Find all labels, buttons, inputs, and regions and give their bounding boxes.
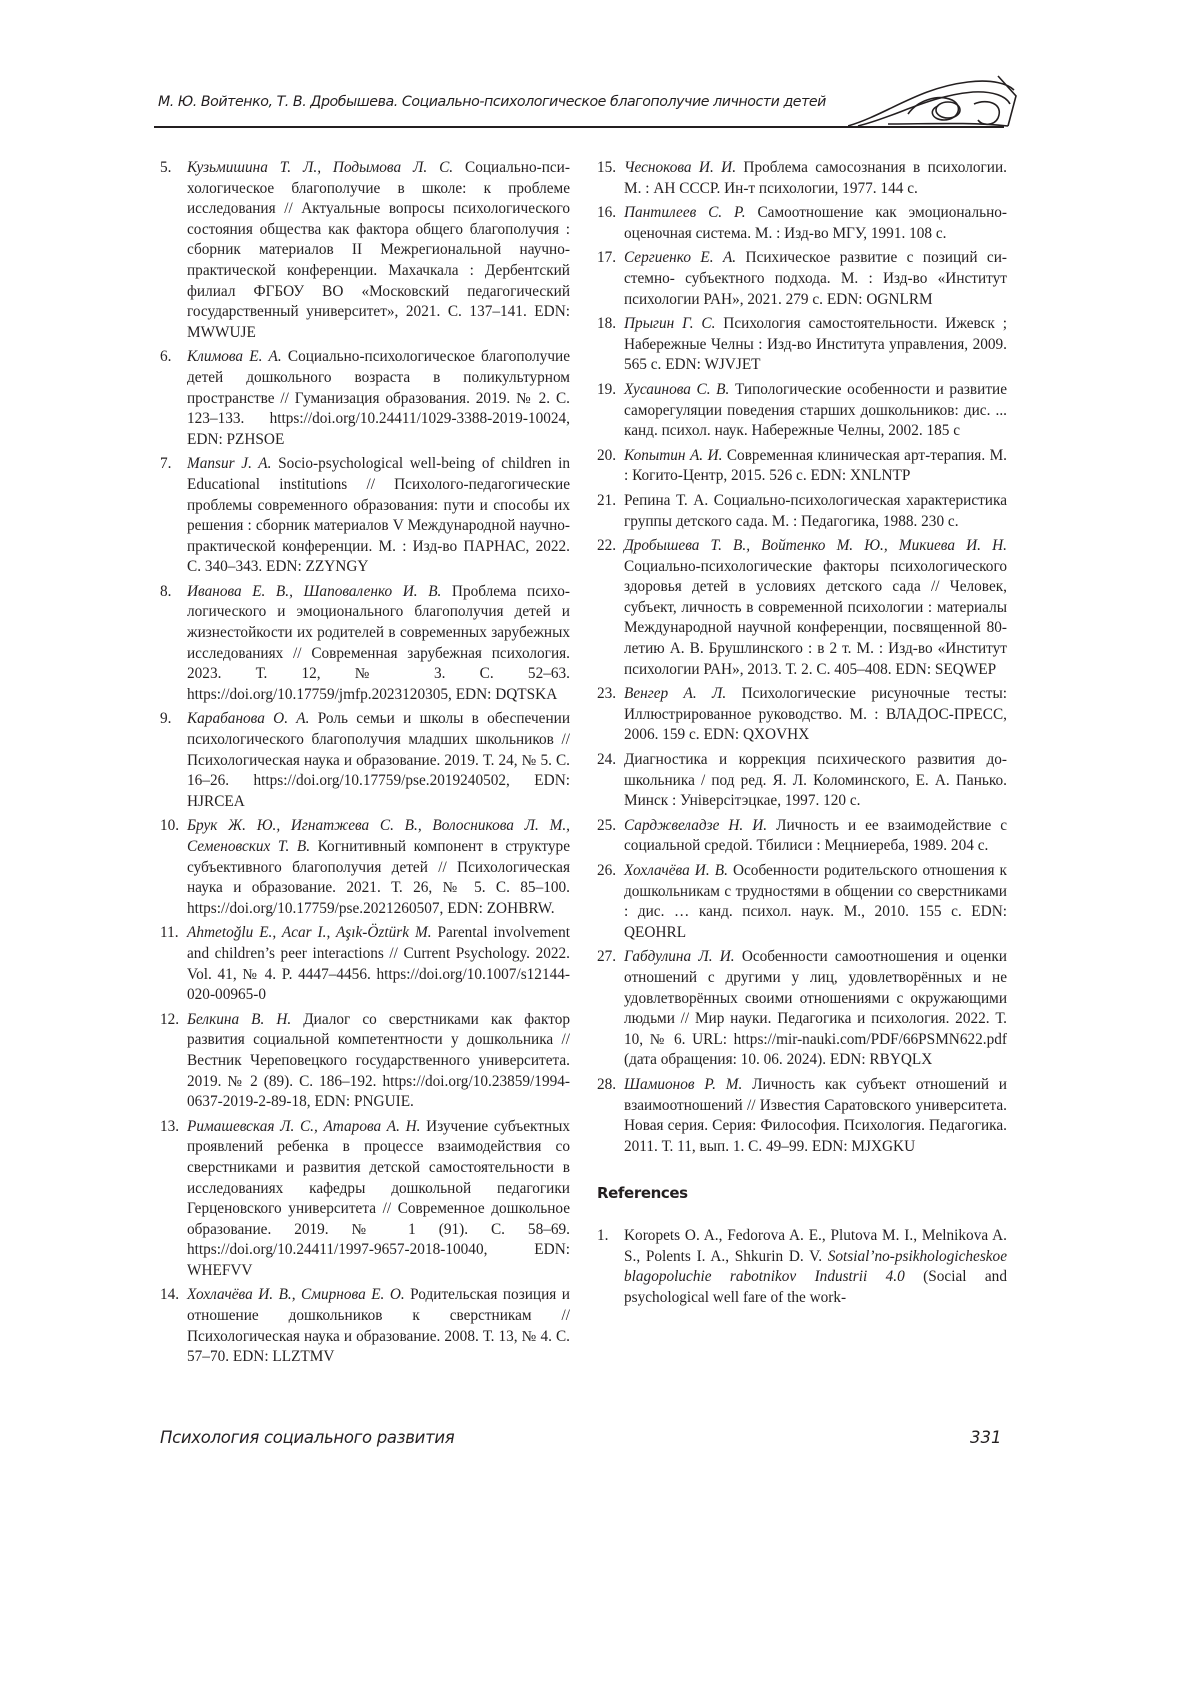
entry-text: Психологические рисуночные тесты: Иллюстрированное руководство. М. : ВЛАДОС-ПРЕСС, 2006. 159 с. EDN: QXOVHX <box>624 685 1007 744</box>
references-heading: References <box>597 1184 688 1203</box>
entry-authors: Прыгин Г. С. <box>624 315 716 333</box>
entry-number: 6. <box>160 348 172 366</box>
entry-authors: Пантилеев С. Р. <box>624 204 746 222</box>
bibliography-entry <box>160 816 570 919</box>
running-title: М. Ю. Войтенко, Т. В. Дробышева. Социально-психологическое благополучие личности детей <box>158 94 826 110</box>
journal-title: Психология социального развития <box>160 1428 455 1447</box>
entry-text: (Social and psychological well fare of the work- <box>624 1268 1007 1306</box>
entry-number: 25. <box>597 816 617 834</box>
bibliography-entry <box>160 582 570 706</box>
bibliography-entry <box>160 709 570 812</box>
entry-number: 18. <box>597 315 617 333</box>
entry-authors: Габдулина Л. И. <box>624 948 735 966</box>
entry-number: 10. <box>160 817 180 835</box>
entry-number: 15. <box>597 159 617 176</box>
entry-number: 17. <box>597 249 617 267</box>
entry-authors: Кузьмишина Т. Л., Подымова Л. С. <box>187 159 454 176</box>
entry-authors: Сергиенко Е. А. <box>624 249 737 267</box>
page-number: 331 <box>970 1428 1002 1447</box>
reference-list-right-column <box>597 158 1007 1312</box>
entry-text: Когнитивный компонент в структуре субъективного благополучия детей // Психологическая наука и образование. 2021. Т. 26, № 5. С. 85–100. https://doi.org/10.17759/pse.2021260507, EDN: ZOHBRW. <box>187 838 570 917</box>
entry-number: 8. <box>160 582 172 600</box>
entry-text: Психическое развитие с позиций системно- субъектного подхода. М. : Изд-во «Институт психологии РАН», 2021. 279 с. EDN: OGNLRM <box>624 249 1007 308</box>
bibliography-entry <box>597 314 1007 376</box>
bibliography-entry <box>160 1117 570 1282</box>
entry-number: 19. <box>597 380 617 398</box>
entry-number: 23. <box>597 685 617 703</box>
bibliography-entry <box>597 684 1007 746</box>
entry-text: Социально-психологическое благополучие в школе: к проблеме исследования // Актуальные вопросы психологического состояния общества как фактора общего благополучия : сборник материалов II Межрегиональной научно-практической конференции. Махачкала : Дербентский филиал ФГБОУ ВО «Московский педагогический государственный университет», 2021. С. 137–141. EDN: MWWUJE <box>187 159 570 341</box>
reference-list-left-column <box>160 158 570 1372</box>
reference-entry <box>597 1226 1007 1308</box>
entry-authors: Белкина В. Н. <box>187 1010 292 1028</box>
entry-authors: Mansur J. A. <box>187 455 272 473</box>
bibliography-entry <box>597 248 1007 310</box>
entry-authors: Ahmetoğlu E., Acar I., Aşık-Öztürk M. <box>187 924 432 942</box>
header-divider <box>154 126 1004 128</box>
entry-number: 22. <box>597 537 617 555</box>
entry-authors: Хохлачёва И. В. <box>624 862 728 879</box>
entry-text: Личность и ее взаимодействие с социальной средой. Тбилиси : Мецниереба, 1989. 204 с. <box>624 816 1007 855</box>
entry-authors: Хохлачёва И. В., Смирнова Е. О. <box>187 1286 405 1304</box>
entry-number: 20. <box>597 446 617 464</box>
entry-text: Особенности самоотношения и оценки отношений с другими у лиц, удовлетворённых и не удовлетворённых своими отношениями с окружающими людьми // Мир науки. Педагогика и психология. 2022. Т. 10, № 6. URL: https://mir-nauki.com/PDF/66PSMN622.pdf (дата обращения: 10. 06. 2024). EDN: RBYQLX <box>624 948 1007 1069</box>
entry-number: 24. <box>597 751 617 769</box>
entry-number: 11. <box>160 924 179 942</box>
entry-text: Социально-психологическое благополучие детей дошкольного возраста в поликультурном пространстве // Гуманизация образования. 2019. № 2. С. 123–133. https://doi.org/10.24411/1029-3388-2019-10024, EDN: PZHSOE <box>187 348 571 448</box>
entry-text: Диалог со сверстниками как фактор развития социальной компетентности у дошкольника // Вестник Череповецкого государственного университета. 2019. № 2 (89). С. 186–192. https://doi.org/10.23859/1994-0637-2019-2-89-18, EDN: PNGUIE. <box>187 1010 570 1111</box>
entry-text: Личность как субъект отношений и взаимоотношений // Известия Саратовского университета. Новая серия. Серия: Философия. Психология. Педагогика. 2011. Т. 11, вып. 1. С. 49–99. EDN: MJXGKU <box>624 1075 1007 1155</box>
bibliography-entry <box>597 158 1007 199</box>
entry-number: 12. <box>160 1010 180 1028</box>
entry-authors: Карабанова О. А. <box>187 710 310 728</box>
entry-number: 9. <box>160 710 172 728</box>
bibliography-entry <box>597 491 1007 532</box>
bibliography-entry <box>597 380 1007 442</box>
bibliography-entry <box>160 158 570 343</box>
entry-authors: Копытин А. И. <box>624 446 723 464</box>
entry-text: Особенности родительского отношения к дошкольникам с трудностями в общении со сверстниками : дис. … канд. психол. наук. М., 2010. 155 с. EDN: QEOHRL <box>624 862 1007 941</box>
entry-number: 27. <box>597 948 617 966</box>
entry-text: Репина Т. А. Социально-психологическая характеристика группы детского сада. М. : Педагогика, 1988. 230 с. <box>624 491 1007 530</box>
decorative-ornament-icon <box>848 74 1018 130</box>
entry-authors: Климова Е. А. <box>187 348 282 366</box>
entry-text: Роль семьи и школы в обеспечении психологического благополучия младших школьников // Психологическая наука и образование. 2019. Т. 24, № 5. С. 16–26. https://doi.org/10.17759/pse.2019240502, EDN: HJRCEA <box>187 710 571 810</box>
entry-text: Типологические особенности и развитие саморегуляции поведения старших дошкольников: дис. ... канд. психол. наук. Набережные Челны, 2002. 185 с <box>624 380 1007 440</box>
entry-authors: Дробышева Т. В., Войтенко М. Ю., Микиева И. Н. <box>624 537 1007 555</box>
entry-number: 7. <box>160 455 172 473</box>
entry-authors: Венгер А. Л. <box>624 685 727 703</box>
entry-authors: Шамионов Р. М. <box>624 1075 743 1093</box>
bibliography-entry <box>597 861 1007 943</box>
entry-number: 26. <box>597 862 617 879</box>
entry-authors: Сарджвеладзе Н. И. <box>624 816 768 834</box>
bibliography-entry <box>160 1285 570 1367</box>
entry-text: Проблема самосознания в психологии. М. : АН СССР. Ин-т психологии, 1977. 144 с. <box>624 159 1007 197</box>
bibliography-entry <box>597 947 1007 1071</box>
entry-text: Parental involvement and children’s peer interactions // Current Psychology. 2022. Vol. 41, № 4. P. 4447–4456. https://doi.org/10.1007/s12144-020-00965-0 <box>187 924 570 1004</box>
entry-text: Koropets O. A., Fedorova A. E., Plutova M. I., Melnikova A. S., Polents I. A., Shkurin D. V. <box>624 1226 1007 1265</box>
entry-number: 28. <box>597 1075 617 1093</box>
entry-number: 1. <box>597 1226 609 1244</box>
entry-text: Изучение субъектных проявлений ребенка в процессе взаимодействия со сверстниками и развития детской самостоятельности в исследованиях кафедры дошкольной педагогики Герценовского университета // Современное дошкольное образование. 2019. № 1 (91). С. 58–69. https://doi.org/10.24411/1997-9657-2018-10040, EDN: WHEFVV <box>187 1117 571 1279</box>
bibliography-entry <box>160 347 570 450</box>
entry-number: 5. <box>160 159 172 176</box>
bibliography-entry <box>160 454 570 578</box>
bibliography-entry <box>160 1010 570 1113</box>
entry-text: Современная клиническая арт-терапия. М. : Когито-Центр, 2015. 526 с. EDN: XNLNTP <box>624 446 1007 485</box>
bibliography-entry <box>597 816 1007 857</box>
entry-text: Социально-психологические факторы психологического здоровья детей в условиях детского сада // Человек, субъект, личность в современной психологии : материалы Международной научной конференции, посвященной 80-летию А. В. Брушлинского : в 2 т. М. : Изд-во «Институт психологии РАН», 2013. Т. 2. С. 405–408. EDN: SEQWEP <box>624 557 1007 678</box>
bibliography-entry <box>160 923 570 1005</box>
entry-text: Родительская позиция и отношение дошкольников к сверстникам // Психологическая наука и образование. 2008. Т. 13, № 4. С. 57–70. EDN: LLZTMV <box>187 1286 570 1366</box>
entry-authors: Римашевская Л. С., Атарова А. Н. <box>187 1117 421 1135</box>
entry-text: Socio-psychological well-being of children in Educational institutions // Психолого-педагогические проблемы современного образования: пути и способы их решения : сборник материалов V Международной научно-практической конференции. М. : Изд-во ПАРНАС, 2022. С. 340–343. EDN: ZZYNGY <box>187 455 570 576</box>
running-header <box>158 92 1018 132</box>
entry-text: Проблема психологического и эмоционального благополучия детей и жизнестойкости их родителей в современных зарубежных исследованиях // Современная зарубежная психология. 2023. Т. 12, № 3. С. 52–63. https://doi.org/10.17759/jmfp.2023120305, EDN: DQTSKA <box>187 582 570 703</box>
entry-authors: Хусаинова С. В. <box>624 380 730 398</box>
bibliography-entry <box>597 1075 1007 1157</box>
entry-authors: Брук Ж. Ю., Игнатжева С. В., Волосникова Л. М., Семеновских Т. В. <box>187 817 570 855</box>
bibliography-entry <box>597 203 1007 244</box>
entry-number: 21. <box>597 491 617 509</box>
bibliography-entry <box>597 536 1007 680</box>
entry-authors: Иванова Е. В., Шаповаленко И. В. <box>187 582 442 600</box>
entry-text: Психология самостоятельности. Ижевск ; Набережные Челны : Изд-во Института управления, 2009. 565 с. EDN: WJVJET <box>624 315 1007 374</box>
entry-number: 13. <box>160 1117 180 1135</box>
entry-text: Диагностика и коррекция психического развития дошкольника / под ред. Я. Л. Коломинского, Е. А. Панько. Минск : Унiверсiтэцкае, 1997. 120 с. <box>624 751 1007 810</box>
entry-number: 16. <box>597 204 617 222</box>
bibliography-entry <box>597 750 1007 812</box>
entry-text: Самоотношение как эмоционально-оценочная система. М. : Изд-во МГУ, 1991. 108 с. <box>624 204 1008 242</box>
bibliography-entry <box>597 446 1007 487</box>
entry-title-italic: Sotsial’no-psikhologicheskoe blagopoluchie rabotnikov Industrii 4.0 <box>624 1247 1007 1286</box>
entry-authors: Чеснокова И. И. <box>624 159 737 176</box>
entry-number: 14. <box>160 1286 180 1304</box>
